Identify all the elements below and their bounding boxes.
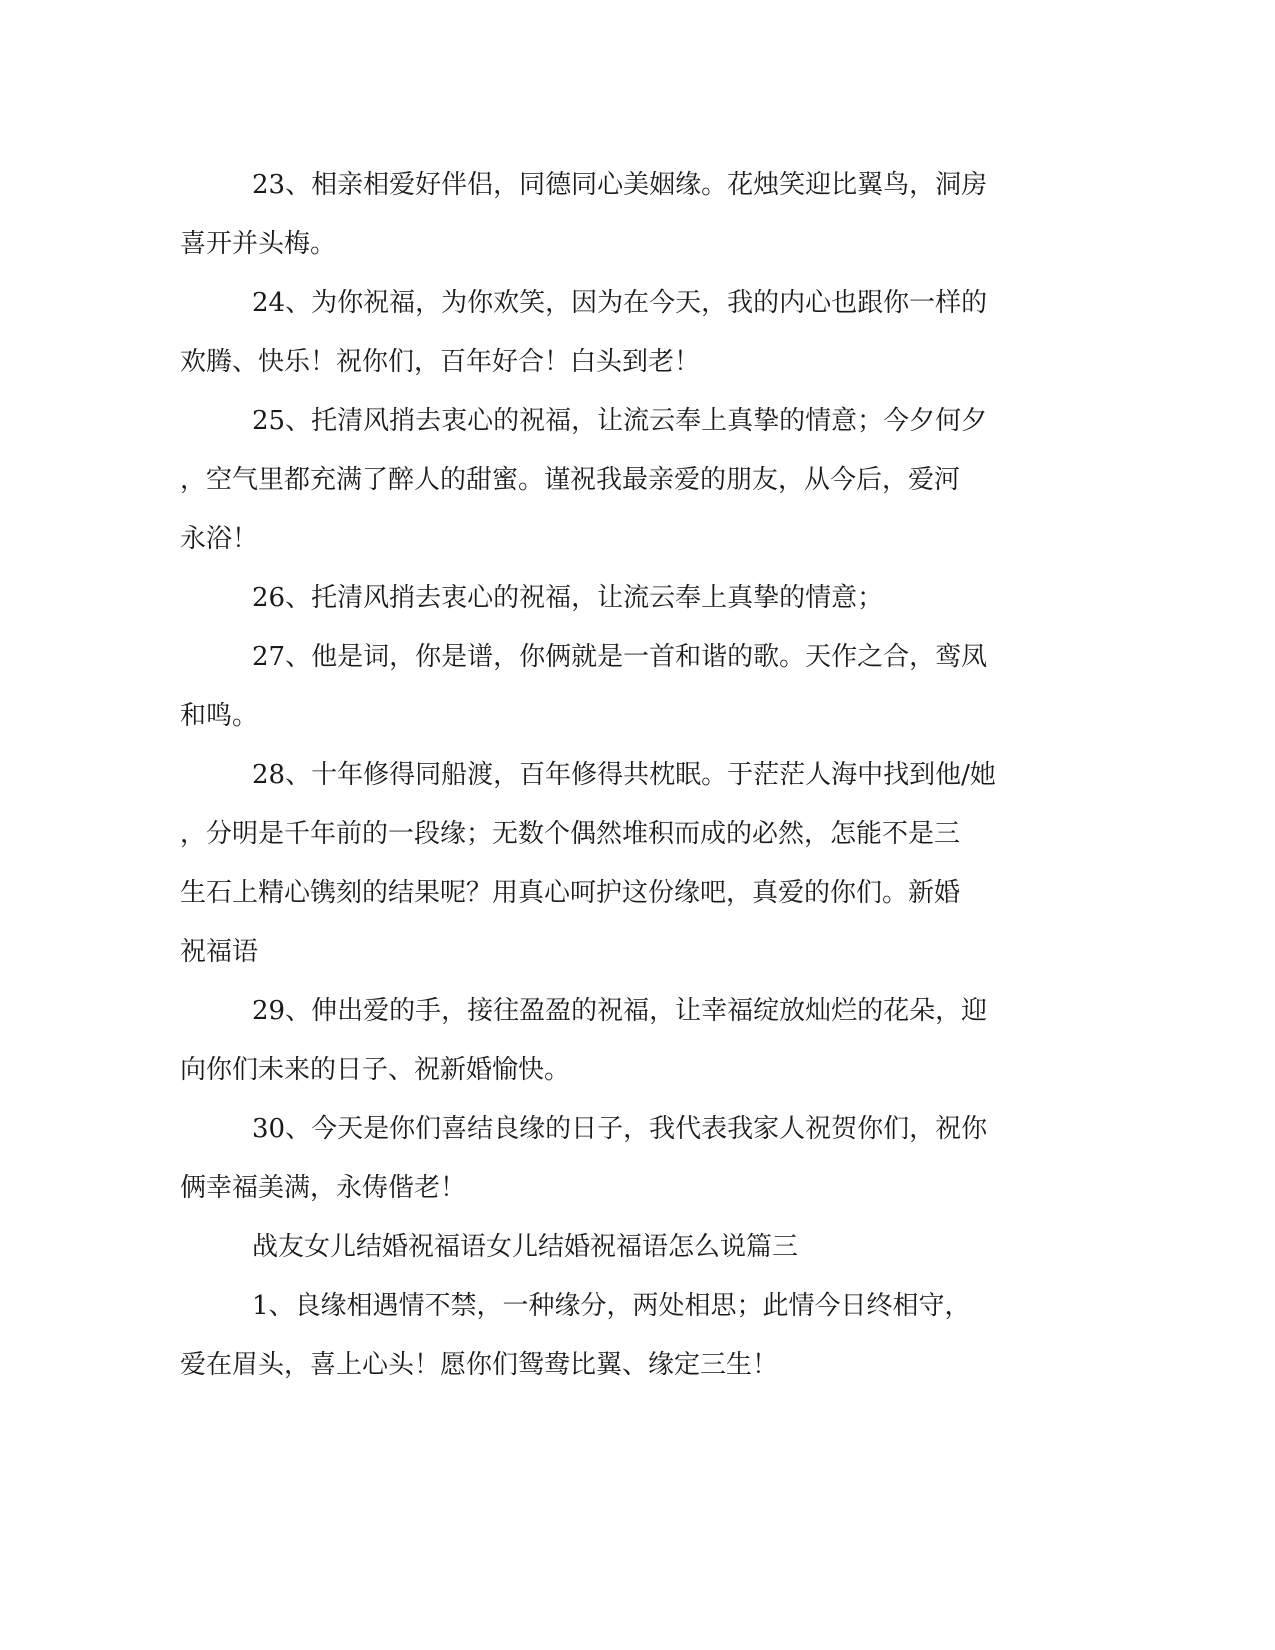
text-line: ，空气里都充满了醉人的甜蜜。谨祝我最亲爱的朋友，从今后，爱河 [180, 465, 961, 495]
text-line: 喜开并头梅。 [180, 229, 337, 259]
text-line: 27、他是词，你是谱，你俩就是一首和谐的歌。天作之合，鸾凤 [252, 642, 988, 672]
text-line: 爱在眉头，喜上心头！愿你们鸳鸯比翼、缘定三生！ [180, 1350, 779, 1380]
paragraph-1 [180, 1277, 1040, 1395]
text-line: 永浴！ [180, 524, 259, 554]
text-line: 和鸣。 [180, 701, 259, 731]
text-line: 1、良缘相遇情不禁，一种缘分，两处相思；此情今日终相守， [252, 1291, 971, 1321]
paragraph-25 [180, 392, 1040, 569]
paragraph-30 [180, 1100, 1040, 1218]
text-line: 24、为你祝福，为你欢笑，因为在今天，我的内心也跟你一样的 [252, 288, 988, 318]
paragraph-28 [180, 746, 1040, 982]
text-line: 23、相亲相爱好伴侣，同德同心美姻缘。花烛笑迎比翼鸟，洞房 [252, 170, 988, 200]
paragraph-24 [180, 274, 1040, 392]
paragraph-29 [180, 982, 1040, 1100]
text-line: ，分明是千年前的一段缘；无数个偶然堆积而成的必然，怎能不是三 [180, 819, 961, 849]
paragraph-26 [180, 569, 1040, 628]
text-line: 俩幸福美满，永俦偕老！ [180, 1173, 467, 1203]
paragraph-23 [180, 156, 1040, 274]
text-line: 向你们未来的日子、祝新婚愉快。 [180, 1055, 571, 1085]
text-line: 30、今天是你们喜结良缘的日子，我代表我家人祝贺你们，祝你 [252, 1114, 988, 1144]
section-heading [180, 1218, 1040, 1277]
text-line: 28、十年修得同船渡，百年修得共枕眠。于茫茫人海中找到他/她 [252, 760, 996, 790]
text-line: 欢腾、快乐！祝你们，百年好合！白头到老！ [180, 347, 701, 377]
text-line: 生石上精心镌刻的结果呢？用真心呵护这份缘吧，真爱的你们。新婚 [180, 878, 961, 908]
text-line: 祝福语 [180, 937, 259, 967]
document-body [180, 156, 1040, 1395]
paragraph-27 [180, 628, 1040, 746]
text-line: 25、托清风捎去衷心的祝福，让流云奉上真挚的情意；今夕何夕 [252, 406, 988, 436]
text-line: 26、托清风捎去衷心的祝福，让流云奉上真挚的情意； [252, 583, 884, 613]
text-line: 29、伸出爱的手，接往盈盈的祝福，让幸福绽放灿烂的花朵，迎 [252, 996, 988, 1026]
section-heading-text: 战友女儿结婚祝福语女儿结婚祝福语怎么说篇三 [252, 1232, 799, 1262]
